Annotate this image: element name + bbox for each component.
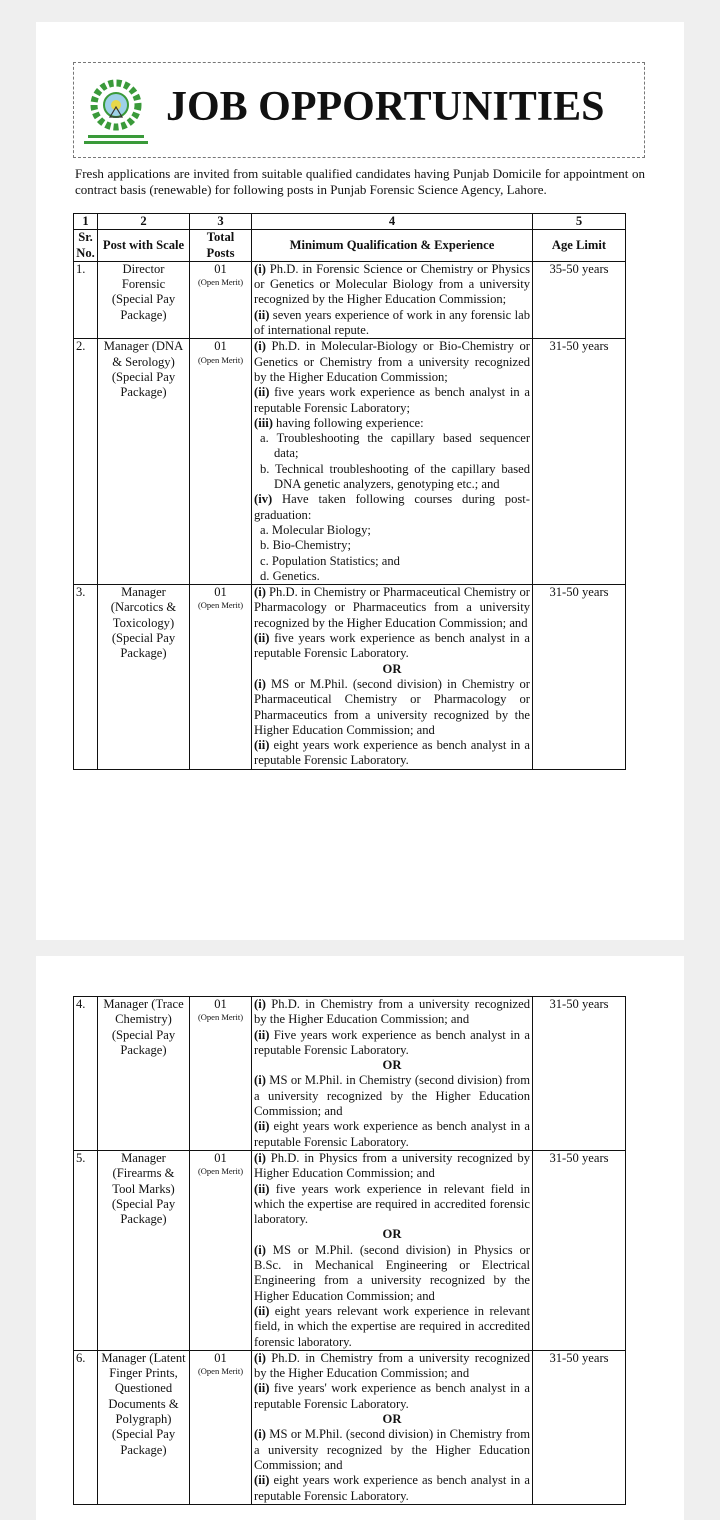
- qualification-item: [254, 738, 530, 769]
- header-row: [74, 230, 626, 262]
- item-label: b.: [260, 461, 270, 476]
- item-label: (ii): [254, 1181, 270, 1196]
- age-limit: 31-50 years: [533, 1150, 626, 1350]
- qualification-item: [254, 1427, 530, 1473]
- item-text: Ph.D. in Molecular-Biology or Bio-Chemistry or Genetics or Chemistry from a university recognized by the Higher Education Commission;: [254, 339, 530, 384]
- merit-note: (Open Merit): [197, 600, 244, 611]
- header-sr-no: Sr. No.: [74, 230, 98, 262]
- item-text: Molecular Biology;: [271, 522, 371, 537]
- item-label: (iii): [254, 415, 273, 430]
- qualification: [252, 585, 533, 770]
- item-label: (ii): [254, 1303, 270, 1318]
- qualification: [252, 339, 533, 585]
- header-qualification: Minimum Qualification & Experience: [252, 230, 533, 262]
- posts-count: 01: [214, 997, 227, 1011]
- post-name: Manager (Firearms & Tool Marks) (Special Pay Package): [98, 1150, 190, 1350]
- sr-number: 4.: [74, 997, 98, 1151]
- item-text: having following experience:: [276, 415, 424, 430]
- or-separator: OR: [382, 1227, 402, 1242]
- qualification-item: [254, 1381, 530, 1412]
- item-label: (ii): [254, 1473, 270, 1488]
- total-posts: [190, 997, 252, 1151]
- age-limit: 35-50 years: [533, 261, 626, 338]
- item-text: Ph.D. in Forensic Science or Chemistry or Physics or Genetics or Molecular Biology from a university recognized by the Higher Education Commission;: [254, 261, 531, 307]
- posts-count: 01: [214, 339, 227, 354]
- sr-number: 5.: [74, 1150, 98, 1350]
- qualification-item: [254, 677, 530, 738]
- qualification: [252, 1350, 533, 1504]
- qualification-item: [254, 631, 530, 662]
- item-text: Ph.D. in Chemistry from a university recognized by the Higher Education Commission; and: [254, 997, 530, 1027]
- item-text: eight years work experience as bench analyst in a reputable Forensic Laboratory.: [254, 1119, 530, 1149]
- qualification-item: [254, 1243, 530, 1304]
- column-number-row: [74, 214, 626, 230]
- qualification-item: [254, 1151, 530, 1182]
- item-text: Technical troubleshooting of the capillary based DNA genetic analyzers, genotyping etc.; and: [274, 461, 530, 492]
- item-text: MS or M.Phil. in Chemistry (second division) from a university recognized by the Higher Education Commission; and: [254, 1073, 531, 1119]
- post-name: Manager (Latent Finger Prints, Questioned Documents & Polygraph) (Special Pay Package): [98, 1350, 190, 1504]
- posts-count: 01: [214, 261, 227, 276]
- qualification-item: [254, 1073, 530, 1119]
- item-label: b.: [260, 538, 270, 553]
- intro-paragraph: Fresh applications are invited from suitable qualified candidates having Punjab Domicile for appointment on contract basis (renewable) for following posts in Punjab Forensic Science Agency, Lahore.: [75, 166, 645, 197]
- col-number: 2: [98, 214, 190, 230]
- item-label: (ii): [254, 1027, 270, 1042]
- age-limit: 31-50 years: [533, 1350, 626, 1504]
- merit-note: (Open Merit): [197, 277, 244, 288]
- item-text: MS or M.Phil. (second division) in Physics or B.Sc. in Mechanical Engineering or Electrical Engineering from a university recognized by the Higher Education Commission; and: [254, 1242, 530, 1303]
- title-banner: [73, 62, 645, 158]
- item-label: (i): [254, 997, 266, 1011]
- item-label: (i): [254, 1073, 266, 1088]
- item-text: Ph.D. in Physics from a university recognized by Higher Education Commission; and: [254, 1150, 530, 1181]
- or-separator: OR: [382, 661, 402, 676]
- item-text: Have taken following courses during post-graduation:: [254, 492, 530, 522]
- item-label: (i): [254, 676, 266, 691]
- item-text: Ph.D. in Chemistry or Pharmaceutical Chemistry or Pharmacology or Pharmaceutics from a university recognized by the Higher Education Commission; and: [254, 585, 530, 630]
- qualification-item: [254, 262, 530, 308]
- header-post: Post with Scale: [98, 230, 190, 262]
- item-label: a.: [260, 522, 269, 537]
- item-text: seven years experience of work in any forensic lab of international repute.: [254, 307, 531, 338]
- col-number: 1: [74, 214, 98, 230]
- item-label: (ii): [254, 631, 270, 646]
- total-posts: [190, 1150, 252, 1350]
- table-row: [74, 1350, 626, 1504]
- item-label: (ii): [254, 1119, 270, 1134]
- item-text: Ph.D. in Chemistry from a university recognized by the Higher Education Commission; and: [254, 1350, 530, 1381]
- post-name: Manager (Narcotics & Toxicology) (Special Pay Package): [98, 585, 190, 770]
- page-title: JOB OPPORTUNITIES: [166, 84, 605, 130]
- sub-item: [254, 462, 530, 493]
- merit-note: (Open Merit): [197, 1012, 244, 1023]
- sub-item: [254, 538, 530, 553]
- merit-note: (Open Merit): [197, 1366, 244, 1377]
- item-text: MS or M.Phil. (second division) in Chemistry from a university recognized by the Higher Education Commission; and: [254, 1427, 531, 1472]
- table-row: [74, 261, 626, 338]
- qualification-item: [254, 385, 530, 416]
- total-posts: [190, 585, 252, 770]
- merit-note: (Open Merit): [197, 354, 244, 365]
- qualification: [252, 997, 533, 1151]
- table-row: [74, 585, 626, 770]
- qualification-item: [254, 416, 530, 431]
- item-text: Five years work experience as bench analyst in a reputable Forensic Laboratory.: [254, 1027, 530, 1057]
- posts-count: 01: [214, 585, 227, 600]
- qualification-item: [254, 1351, 530, 1382]
- item-label: (i): [254, 1350, 266, 1365]
- agency-logo-icon: [80, 73, 152, 151]
- document-page-1: [36, 22, 684, 940]
- post-name: Manager (Trace Chemistry) (Special Pay Package): [98, 997, 190, 1151]
- age-limit: 31-50 years: [533, 339, 626, 585]
- qualification-item: [254, 1028, 530, 1059]
- item-text: five years work experience as bench analyst in a reputable Forensic Laboratory;: [254, 385, 530, 415]
- qualification: [252, 261, 533, 338]
- item-label: (i): [254, 1427, 266, 1442]
- sr-number: 1.: [74, 261, 98, 338]
- item-text: eight years work experience as bench analyst in a reputable Forensic Laboratory.: [254, 1473, 530, 1503]
- item-text: eight years relevant work experience in relevant field, in which the expertise are required in accredited forensic laboratory.: [254, 1303, 531, 1349]
- item-label: (i): [254, 339, 266, 354]
- header-total-posts: Total Posts: [190, 230, 252, 262]
- posts-count: 01: [214, 1350, 227, 1365]
- col-number: 3: [190, 214, 252, 230]
- item-text: Bio-Chemistry;: [272, 538, 351, 553]
- sub-item: [254, 554, 530, 569]
- or-separator: OR: [382, 1412, 402, 1427]
- item-label: (i): [254, 261, 266, 276]
- item-label: (i): [254, 585, 266, 600]
- sub-item: [254, 569, 530, 584]
- item-text: five years' work experience as bench analyst in a reputable Forensic Laboratory.: [254, 1381, 530, 1411]
- item-label: (ii): [254, 307, 270, 322]
- item-text: Troubleshooting the capillary based sequencer data;: [274, 431, 531, 461]
- item-label: (iv): [254, 492, 273, 507]
- sub-item: [254, 523, 530, 538]
- col-number: 5: [533, 214, 626, 230]
- item-label: (ii): [254, 385, 270, 400]
- item-text: eight years work experience as bench analyst in a reputable Forensic Laboratory.: [254, 738, 530, 768]
- posts-count: 01: [214, 1150, 227, 1165]
- qualification-item: [254, 1473, 530, 1504]
- item-text: five years work experience as bench analyst in a reputable Forensic Laboratory.: [254, 631, 530, 661]
- sr-number: 2.: [74, 339, 98, 585]
- qualification-item: [254, 339, 530, 385]
- sub-item: [254, 431, 530, 462]
- qualification: [252, 1150, 533, 1350]
- jobs-table-part-2: [73, 996, 626, 1505]
- item-label: (ii): [254, 738, 270, 753]
- post-name: Director Forensic (Special Pay Package): [98, 261, 190, 338]
- jobs-table-part-1: [73, 213, 626, 770]
- item-text: Genetics.: [272, 568, 320, 583]
- age-limit: 31-50 years: [533, 997, 626, 1151]
- item-label: (i): [254, 1242, 266, 1257]
- item-label: d.: [260, 568, 270, 583]
- item-label: (i): [254, 1150, 266, 1165]
- item-label: c.: [260, 553, 269, 568]
- merit-note: (Open Merit): [197, 1166, 244, 1177]
- post-name: Manager (DNA & Serology) (Special Pay Package): [98, 339, 190, 585]
- sr-number: 3.: [74, 585, 98, 770]
- age-limit: 31-50 years: [533, 585, 626, 770]
- qualification-item: [254, 492, 530, 523]
- qualification-item: [254, 997, 530, 1028]
- qualification-item: [254, 1182, 530, 1228]
- qualification-item: [254, 308, 530, 339]
- total-posts: [190, 1350, 252, 1504]
- table-row: [74, 1150, 626, 1350]
- document-page-2: [36, 956, 684, 1520]
- item-text: five years work experience in relevant field in which the expertise are required in accredited forensic laboratory.: [254, 1181, 530, 1227]
- qualification-item: [254, 1304, 530, 1350]
- table-row: [74, 339, 626, 585]
- item-text: Population Statistics; and: [271, 553, 400, 568]
- total-posts: [190, 261, 252, 338]
- col-number: 4: [252, 214, 533, 230]
- or-separator: OR: [382, 1058, 402, 1073]
- item-text: MS or M.Phil. (second division) in Chemistry or Pharmaceutical Chemistry or Pharmacology or Pharmaceutics from a university recognized by the Higher Education Commission; and: [254, 676, 530, 737]
- header-age-limit: Age Limit: [533, 230, 626, 262]
- qualification-item: [254, 1119, 530, 1150]
- total-posts: [190, 339, 252, 585]
- item-label: (ii): [254, 1381, 270, 1396]
- qualification-item: [254, 585, 530, 631]
- item-label: a.: [260, 431, 269, 446]
- sr-number: 6.: [74, 1350, 98, 1504]
- table-row: [74, 997, 626, 1151]
